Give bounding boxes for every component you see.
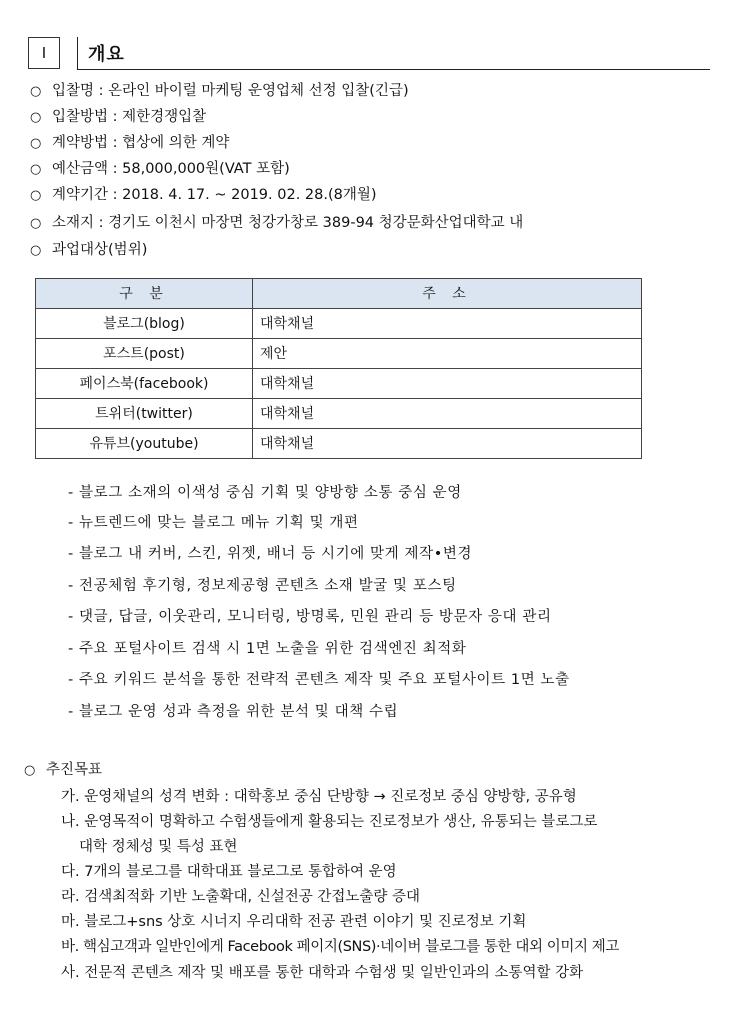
circle-bullet-icon: ○ — [30, 162, 42, 177]
section-number: Ⅰ — [28, 37, 60, 69]
table-row — [36, 429, 642, 459]
goals-heading — [24, 760, 102, 781]
goals-heading-text: 추진목표 — [46, 762, 103, 778]
section-title: 개요 — [88, 44, 125, 65]
overview-item-bid-method — [30, 107, 206, 128]
circle-bullet-icon: ○ — [30, 110, 42, 125]
overview-item-scope — [30, 240, 147, 261]
task-item: - 주요 키워드 분석을 통한 전략적 콘텐츠 제작 및 주요 포털사이트 1면 노출 — [68, 672, 570, 688]
task-item: - 블로그 소재의 이색성 중심 기획 및 양방향 소통 중심 운영 — [68, 485, 462, 501]
overview-text: 과업대상(범위) — [52, 242, 148, 258]
table-cell: 유튜브(youtube) — [36, 429, 253, 459]
table-cell: 트위터(twitter) — [36, 399, 253, 429]
table-cell: 대학채널 — [253, 369, 642, 399]
overview-text: 계약기간 : 2018. 4. 17. ~ 2019. 02. 28.(8개월) — [52, 187, 377, 203]
circle-bullet-icon: ○ — [30, 243, 42, 258]
header-divider — [77, 37, 78, 70]
table-cell: 페이스북(facebook) — [36, 369, 253, 399]
section-header — [28, 37, 710, 71]
column-header-address: 주 소 — [253, 279, 642, 309]
task-item: - 블로그 운영 성과 측정을 위한 분석 및 대책 수립 — [68, 704, 399, 720]
overview-text: 계약방법 : 협상에 의한 계약 — [52, 135, 230, 151]
scope-table — [35, 278, 642, 459]
overview-text: 예산금액 : 58,000,000원(VAT 포함) — [52, 161, 290, 177]
overview-item-period — [30, 185, 377, 206]
goal-item: 나. 운영목적이 명확하고 수험생들에게 활용되는 진로정보가 생산, 유통되는 블로그로 — [61, 814, 598, 830]
overview-item-contract-method — [30, 133, 229, 154]
overview-text: 입찰방법 : 제한경쟁입찰 — [52, 109, 207, 125]
goal-item: 바. 핵심고객과 일반인에게 Facebook 페이지(SNS)·네이버 블로그를 통한 대외 이미지 제고 — [61, 939, 620, 955]
circle-bullet-icon: ○ — [24, 763, 36, 778]
task-item: - 블로그 내 커버, 스킨, 위젯, 배너 등 시기에 맞게 제작•변경 — [68, 546, 473, 562]
table-cell: 제안 — [253, 339, 642, 369]
goal-item: 마. 블로그+sns 상호 시너지 우리대학 전공 관련 이야기 및 진로정보 기획 — [61, 914, 527, 930]
table-row — [36, 339, 642, 369]
table-cell: 포스트(post) — [36, 339, 253, 369]
table-row — [36, 399, 642, 429]
overview-item-budget — [30, 159, 290, 180]
table-row — [36, 309, 642, 339]
table-header-row — [36, 279, 642, 309]
table-cell: 대학채널 — [253, 429, 642, 459]
table-cell: 블로그(blog) — [36, 309, 253, 339]
goal-item: 사. 전문적 콘텐츠 제작 및 배포를 통한 대학과 수험생 및 일반인과의 소통역할 강화 — [61, 965, 584, 981]
goal-item: 가. 운영채널의 성격 변화 : 대학홍보 중심 단방향 → 진로정보 중심 양방향, 공유형 — [61, 789, 577, 805]
overview-text: 소재지 : 경기도 이천시 마장면 청강가창로 389-94 청강문화산업대학교 내 — [52, 215, 524, 231]
task-item: - 주요 포털사이트 검색 시 1면 노출을 위한 검색엔진 최적화 — [68, 641, 467, 657]
overview-text: 입찰명 : 온라인 바이럴 마케팅 운영업체 선정 입찰(긴급) — [52, 83, 409, 99]
circle-bullet-icon: ○ — [30, 84, 42, 99]
header-underline — [77, 69, 710, 70]
circle-bullet-icon: ○ — [30, 188, 42, 203]
task-item: - 댓글, 답글, 이웃관리, 모니터링, 방명록, 민원 관리 등 방문자 응대 관리 — [68, 609, 552, 625]
circle-bullet-icon: ○ — [30, 216, 42, 231]
task-item: - 전공체험 후기형, 정보제공형 콘텐츠 소재 발굴 및 포스팅 — [68, 578, 457, 594]
column-header-category: 구 분 — [36, 279, 253, 309]
table-row — [36, 369, 642, 399]
overview-item-bid-name — [30, 81, 409, 102]
overview-item-location — [30, 213, 523, 234]
goal-item: 라. 검색최적화 기반 노출확대, 신설전공 간접노출량 증대 — [61, 889, 421, 905]
circle-bullet-icon: ○ — [30, 136, 42, 151]
goal-item-continuation: 대학 정체성 및 특성 표현 — [79, 839, 238, 855]
table-cell: 대학채널 — [253, 309, 642, 339]
table-cell: 대학채널 — [253, 399, 642, 429]
goal-item: 다. 7개의 블로그를 대학대표 블로그로 통합하여 운영 — [61, 864, 397, 880]
task-item: - 뉴트렌드에 맞는 블로그 메뉴 기획 및 개편 — [68, 515, 359, 531]
